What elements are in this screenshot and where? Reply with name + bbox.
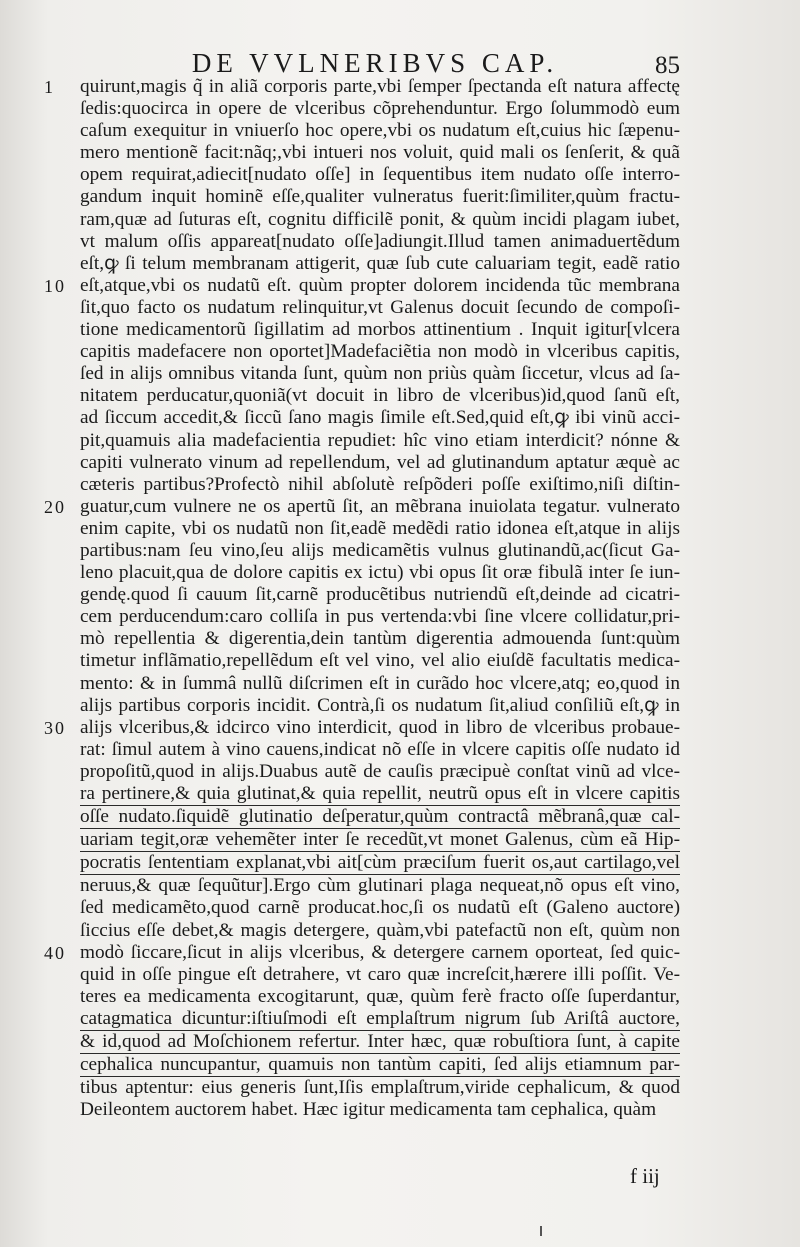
text-line xyxy=(80,120,680,142)
line-text: ſed in alijs omnibus vitanda ſunt, quùm non priùs quàm ſiccetur, vlcus ad ſa- xyxy=(80,363,680,385)
text-line xyxy=(80,430,680,452)
text-line xyxy=(80,1099,680,1121)
text-line xyxy=(80,474,680,496)
running-title: DE VVLNERIBVS CAP. xyxy=(191,48,559,78)
line-text: uariam tegit,oræ vehemẽter inter ſe recedũt,vt monet Galenus, cùm eã Hip- xyxy=(80,829,680,851)
text-line xyxy=(80,1008,680,1031)
text-line xyxy=(80,562,680,584)
signature-mark: f iij xyxy=(630,1164,660,1188)
line-text: & id,quod ad Moſchionem refertur. Inter hæc, quæ robuſtiora ſunt, à capite xyxy=(80,1031,680,1053)
line-text: pit,quamuis alia madefacientia repudiet: hîc vino etiam interdicit? nónne & xyxy=(80,429,680,451)
text-line xyxy=(80,650,680,672)
text-line xyxy=(80,341,680,363)
line-text: enim capite, vbi os nudatũ non ſit,eadẽ medẽdi ratio idonea eſt,atque in alijs xyxy=(80,517,680,539)
text-line xyxy=(80,606,680,628)
line-text: opem requirat,adiecit[nudato oſſe] in ſequentibus item nudato oſſe interro- xyxy=(80,164,680,186)
line-text: timetur inflãmatio,repellẽdum eſt vel vino, vel alio eiuſdẽ facultatis medica- xyxy=(80,650,680,672)
text-line xyxy=(80,829,680,852)
text-line xyxy=(80,875,680,897)
line-text: ad ſiccum accedit,& ſiccũ ſano magis ſimile eſt.Sed,quid eſt,ꝙ ibi vinũ acci- xyxy=(80,407,680,429)
line-text: cephalica nuncupantur, quamuis non tantùm capiti, ſed alijs etiamnum par- xyxy=(80,1054,680,1076)
line-text: oſſe nudato.ſiquidẽ glutinatio deſperatur,quùm contractâ mẽbranâ,quæ cal- xyxy=(80,806,680,828)
text-line xyxy=(80,297,680,319)
text-line xyxy=(80,920,680,942)
text-line xyxy=(80,739,680,761)
line-text: rat: ſimul autem à vino cauens,indicat nõ eſſe in vlcere capitis oſſe nudato id xyxy=(80,738,680,760)
line-number: 30 xyxy=(44,717,66,738)
text-line xyxy=(44,716,680,739)
line-text: alijs vlceribus,& idcirco vino interdicit, quod in libro de vlceribus probaue- xyxy=(80,716,680,738)
text-line xyxy=(80,897,680,919)
line-text: Deileontem auctorem habet. Hæc igitur medicamenta tam cephalica, quàm xyxy=(80,1099,657,1121)
line-text: ſit,quo facto os nudatum relinquitur,vt Galenus docuit ſecundo de compoſi- xyxy=(80,296,680,318)
text-line xyxy=(80,518,680,540)
line-text: alijs partibus corporis incidit. Contrà,ſi os nudatum ſit,aliud conſiliũ eſt,ꝙ in xyxy=(80,694,680,716)
line-text: caſum exequitur in vniuerſo hoc opere,vbi os nudatum eſt,cuius hic ſæpenu- xyxy=(80,120,680,142)
line-text: ra pertinere,& quia glutinat,& quia repellit, neutrũ opus eſt in vlcere capitis xyxy=(80,783,680,804)
line-text: ſed medicamẽto,quod carnẽ producat.hoc,ſi os nudatũ eſt (Galeno auctore) xyxy=(80,897,680,919)
line-text: tione medicamentorũ ſigillatim ad morbos attinentium . Inquit igitur[vlcera xyxy=(80,319,680,341)
line-text: eſt,atque,vbi os nudatũ eſt. quùm propter dolorem incidenda tũc membrana xyxy=(80,274,680,296)
line-number: 10 xyxy=(44,275,66,296)
line-text: modò ſiccare,ſicut in alijs vlceribus, & detergere carnem oporteat, ſed quic- xyxy=(80,941,680,963)
text-line xyxy=(80,584,680,606)
text-line xyxy=(80,164,680,186)
text-line xyxy=(80,964,680,986)
text-line xyxy=(80,1054,680,1077)
line-text: guatur,cum vulnere ne os apertũ ſit, an mẽbrana inuiolata tegatur. vulnerato xyxy=(80,495,680,517)
text-line xyxy=(80,142,680,164)
line-text: cæteris partibus?Profectò nihil abſolutè reſpõderi poſſe exiſtimo,niſi diſtin- xyxy=(80,473,680,495)
text-line xyxy=(80,209,680,231)
line-text: quid in oſſe pingue eſt detrahere, vt caro quæ increſcit,hærere illi poſſit. Ve- xyxy=(80,963,680,985)
line-text: catagmatica dicuntur:iſtiuſmodi eſt emplaſtrum nigrum ſub Ariſtâ auctore, xyxy=(80,1007,680,1029)
text-line xyxy=(80,695,680,717)
line-number: 40 xyxy=(44,942,66,963)
text-line xyxy=(80,986,680,1008)
line-text: neruus,& quæ ſequũtur].Ergo cùm glutinari plaga nequeat,nõ opus eſt vino, xyxy=(80,875,680,897)
line-text: partibus:nam ſeu vino,ſeu alijs medicamẽtis vulnus glutinandũ,ac(ſicut Ga- xyxy=(80,539,680,561)
line-text: leno placuit,qua de dolore capitis ex ictu) vbi opus ſit oræ fibulã inter ſe iun- xyxy=(80,562,680,584)
text-line xyxy=(80,452,680,474)
line-text: ſiccius eſſe debet,& magis detergere, quàm,vbi patefactũ non eſt, quùm non xyxy=(80,919,680,941)
text-line xyxy=(80,628,680,650)
line-text: capitis madefacere non oportet]Madefaciẽtia non modò in vlceribus capitis, xyxy=(80,341,680,363)
text-line xyxy=(80,761,680,783)
page-number: 85 xyxy=(655,52,680,79)
line-text: mò repellentia & digerentia,dein tantùm digerentia admouenda ſunt:quùm xyxy=(80,628,680,650)
text-line xyxy=(80,253,680,275)
body-text xyxy=(44,76,680,1121)
line-text: nitatem perducatur,quoniã(vt docuit in libro de vlceribus)id,quod ſanũ eſt, xyxy=(80,385,680,407)
text-line xyxy=(80,98,680,120)
text-line xyxy=(80,319,680,341)
line-text: capiti vulnerato vinum ad repellendum, vel ad glutinandum aptatur æquè ac xyxy=(80,451,680,473)
text-line xyxy=(44,274,680,297)
line-text: cem perducendum:caro colliſa in pus vertenda:vbi ſine vlcere collidatur,pri- xyxy=(80,606,680,628)
line-text: vt malum oſſis appareat[nudato oſſe]adiungit.Illud tamen animaduertẽdum xyxy=(80,230,680,252)
line-text: tibus aptentur: eius generis ſunt,Iſis emplaſtrum,viride cephalicum, & quod xyxy=(80,1077,680,1099)
text-line xyxy=(80,852,680,875)
text-line xyxy=(80,1031,680,1054)
text-line xyxy=(80,783,680,806)
page-header xyxy=(0,42,800,78)
line-text: gendę.quod ſi cauum ſit,carnẽ producẽtibus nutriendũ eſt,deinde ad cicatri- xyxy=(80,584,680,606)
line-text: pocratis ſententiam explanat,vbi ait[cùm præciſum fuerit os,aut cartilago,vel xyxy=(80,852,680,874)
text-line xyxy=(80,673,680,695)
line-text: mento: & in ſummâ nullũ diſcrimen eſt in curãdo hoc vlcere,atq; eo,quod in xyxy=(80,672,680,694)
text-line xyxy=(80,385,680,407)
text-line xyxy=(44,941,680,964)
text-line xyxy=(80,407,680,429)
text-line xyxy=(80,231,680,253)
line-text: ſedis:quocirca in opere de vlceribus cõprehenduntur. Ergo ſolummodò eum xyxy=(80,98,680,120)
text-line xyxy=(44,495,680,518)
line-text: quirunt,magis q̃ in aliã corporis parte,vbi ſemper ſpectanda eſt natura affectę xyxy=(80,76,680,97)
line-text: eſt,ꝙ ſi telum membranam attigerit, quæ ſub cute caluariam tegit, eadẽ ratio xyxy=(80,252,680,274)
line-text: mero mentionẽ facit:nãq;,vbi intueri nos voluit, quid mali os ſenſerit, & quã xyxy=(80,142,680,164)
line-text: teres ea medicamenta excogitarunt, quæ, quùm ferè fracto oſſe ſuperdantur, xyxy=(80,985,680,1007)
text-line xyxy=(80,540,680,562)
line-text: ram,quæ ad ſuturas eſt, cognitu difficilẽ ponit, & quùm incidi plagam iubet, xyxy=(80,208,680,230)
line-text: propoſitũ,quod in alijs.Duabus autẽ de cauſis præcipuè conſtat vinũ ad vlce- xyxy=(80,760,680,782)
page-footer xyxy=(0,1156,800,1196)
margin-speck xyxy=(540,1226,542,1236)
text-line xyxy=(80,363,680,385)
text-line xyxy=(80,1077,680,1099)
line-number: 1 xyxy=(44,77,55,97)
line-number: 20 xyxy=(44,496,66,517)
text-line xyxy=(80,186,680,208)
line-text: gandum inquit hominẽ eſſe,qualiter vulneratus fuerit:ſimiliter,quùm fractu- xyxy=(80,186,680,208)
text-line xyxy=(44,76,680,98)
text-line xyxy=(80,806,680,829)
